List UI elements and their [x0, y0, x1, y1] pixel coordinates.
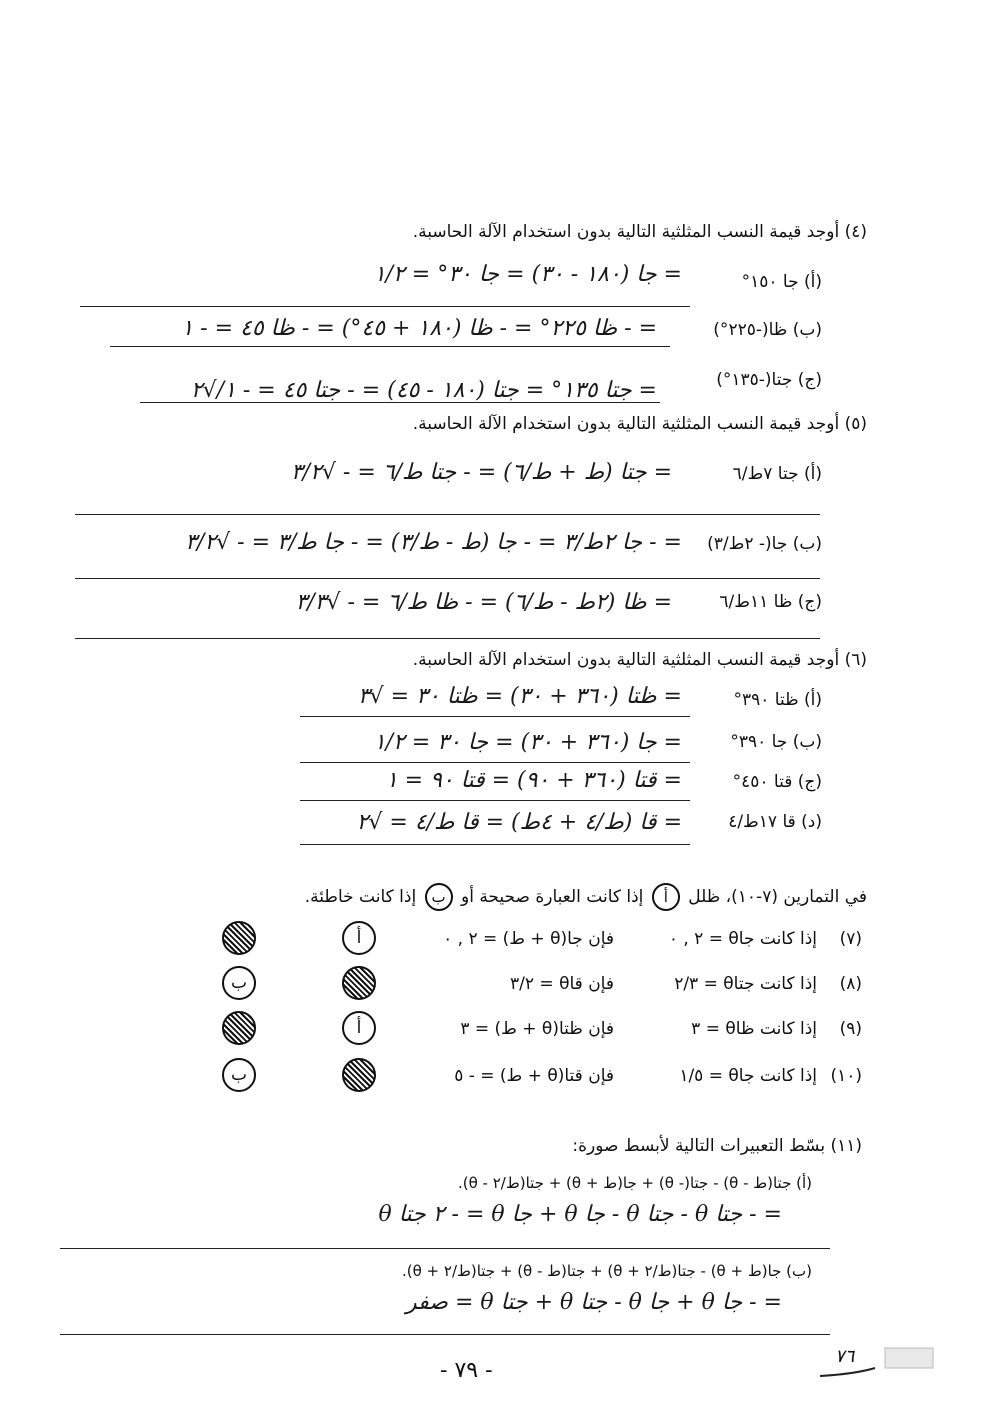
- item-10-bubble-a[interactable]: [342, 1058, 376, 1092]
- tf-instruction-part1: في التمارين (٧-١٠)، ظلل: [688, 887, 867, 907]
- item-7-bubble-a[interactable]: أ: [342, 921, 376, 955]
- tf-instruction: [305, 883, 867, 911]
- q5-c-label: (ج) ظا ١١ط/٦: [719, 592, 822, 612]
- corner-stamp: [815, 1346, 935, 1386]
- answer-line: [75, 578, 820, 579]
- answer-line: [60, 1334, 830, 1335]
- q4-b-label: (ب) ظا(-٢٢٥°): [713, 320, 822, 340]
- q5-title: (٥) أوجد قيمة النسب المثلثية التالية بدون استخدام الآلة الحاسبة.: [412, 414, 867, 434]
- q4-title: (٤) أوجد قيمة النسب المثلثية التالية بدون استخدام الآلة الحاسبة.: [412, 222, 867, 242]
- tf-item-8-result: فإن قاθ = ٣/٢: [510, 974, 614, 994]
- instruction-bubble-a: أ: [652, 883, 680, 911]
- answer-line: [300, 762, 690, 763]
- answer-line: [75, 638, 820, 639]
- answer-line: [80, 306, 690, 307]
- q6-title: (٦) أوجد قيمة النسب المثلثية التالية بدون استخدام الآلة الحاسبة.: [412, 650, 867, 670]
- item-7-bubble-b[interactable]: [222, 921, 256, 955]
- item-9-bubble-b[interactable]: [222, 1011, 256, 1045]
- answer-line: [60, 1248, 830, 1249]
- q5-b-label: (ب) جا(- ٢ط/٣): [707, 534, 822, 554]
- answer-line: [300, 844, 690, 845]
- item-9-bubble-a[interactable]: أ: [342, 1011, 376, 1045]
- tf-item-9-result: فإن ظتا(θ + ط) = ٣: [460, 1019, 614, 1039]
- q6-a-label: (أ) ظتا ٣٩٠°: [733, 690, 822, 710]
- tf-item-7-num: (٧): [839, 929, 862, 949]
- q4-a-answer: = جا (١٨٠ - ٣٠) = جا ٣٠° = ١/٢: [373, 262, 682, 287]
- tf-item-10-num: (١٠): [830, 1066, 862, 1086]
- answer-line: [110, 346, 670, 347]
- tf-item-7-cond: إذا كانت جاθ = ٢ , ٠: [668, 929, 817, 949]
- tf-instruction-part3: إذا كانت خاطئة.: [304, 887, 417, 907]
- q5-b-answer: = - جا ٢ط/٣ = - جا (ط - ط/٣) = - جا ط/٣ = - √٣/٢: [185, 530, 682, 555]
- item-8-bubble-a[interactable]: [342, 966, 376, 1000]
- q4-c-label: (ج) جتا(-١٣٥°): [716, 370, 822, 390]
- q6-a-answer: = ظتا (٣٦٠ + ٣٠) = ظتا ٣٠ = √٣: [357, 684, 682, 709]
- q11-a-label: (أ) جتا(ط - θ) - جتا(- θ) + جا(ط + θ) + جتا(ط/٢ - θ).: [457, 1174, 812, 1192]
- answer-line: [300, 716, 690, 717]
- q11-title: (١١) بسّط التعبيرات التالية لأبسط صورة:: [572, 1136, 862, 1156]
- q6-d-label: (د) قا ١٧ط/٤: [728, 812, 822, 832]
- q11-a-answer: = - جتا θ - جتا θ - جا θ + جا θ = - ٢ جتا θ: [378, 1202, 782, 1227]
- tf-item-10-result: فإن قتا(θ + ط) = - ٥: [454, 1066, 614, 1086]
- tf-item-10-cond: إذا كانت جاθ = ١/٥: [679, 1066, 817, 1086]
- tf-item-9-cond: إذا كانت ظاθ = ٣: [691, 1019, 817, 1039]
- q5-a-answer: = جتا (ط + ط/٦) = - جتا ط/٦ = - √٣/٢: [290, 460, 672, 485]
- q5-a-label: (أ) جتا ٧ط/٦: [732, 464, 822, 484]
- q6-d-answer: = قا (ط/٤ + ٤ط) = قا ط/٤ = √٢: [356, 810, 682, 835]
- q6-c-answer: = قتا (٣٦٠ + ٩٠) = قتا ٩٠ = ١: [385, 768, 682, 793]
- item-8-bubble-b[interactable]: ب: [222, 966, 256, 1000]
- q6-c-label: (ج) قتا ٤٥٠°: [732, 772, 822, 792]
- q11-b-answer: = - جا θ + جا θ - جتا θ + جتا θ = صفر: [406, 1290, 782, 1315]
- q11-b-label: (ب) جا(ط + θ) - جتا(ط/٢ + θ) + جتا(ط - θ) + جتا(ط/٢ + θ).: [401, 1262, 812, 1280]
- item-10-bubble-b[interactable]: ب: [222, 1058, 256, 1092]
- q4-a-label: (أ) جا ١٥٠°: [741, 272, 822, 292]
- answer-line: [75, 514, 820, 515]
- answer-line: [300, 800, 690, 801]
- q4-b-answer: = - ظا ٢٢٥° = - ظا (١٨٠ + ٤٥°) = - ظا ٤٥ = - ١: [181, 316, 657, 341]
- corner-mark: ٧٦: [835, 1346, 855, 1367]
- q4-c-answer: = جتا ١٣٥° = جتا (١٨٠ - ٤٥) = - جتا ٤٥ = - ١/√٢: [190, 378, 657, 403]
- answer-line: [140, 402, 660, 403]
- q6-b-answer: = جا (٣٦٠ + ٣٠) = جا ٣٠ = ١/٢: [373, 730, 682, 755]
- instruction-bubble-b: ب: [425, 883, 453, 911]
- tf-item-9-num: (٩): [839, 1019, 862, 1039]
- tf-item-8-cond: إذا كانت جتاθ = ٢/٣: [674, 974, 817, 994]
- tf-item-8-num: (٨): [839, 974, 862, 994]
- q5-c-answer: = ظا (٢ط - ط/٦) = - ظا ط/٦ = - √٣/٣: [295, 590, 672, 615]
- tf-item-7-result: فإن جا(θ + ط) = ٢ , ٠: [443, 929, 614, 949]
- stamp-scribble-icon: [815, 1346, 935, 1386]
- q6-b-label: (ب) جا ٣٩٠°: [730, 732, 822, 752]
- page-number: - ٧٩ -: [440, 1358, 493, 1383]
- tf-instruction-part2: إذا كانت العبارة صحيحة أو: [460, 887, 644, 907]
